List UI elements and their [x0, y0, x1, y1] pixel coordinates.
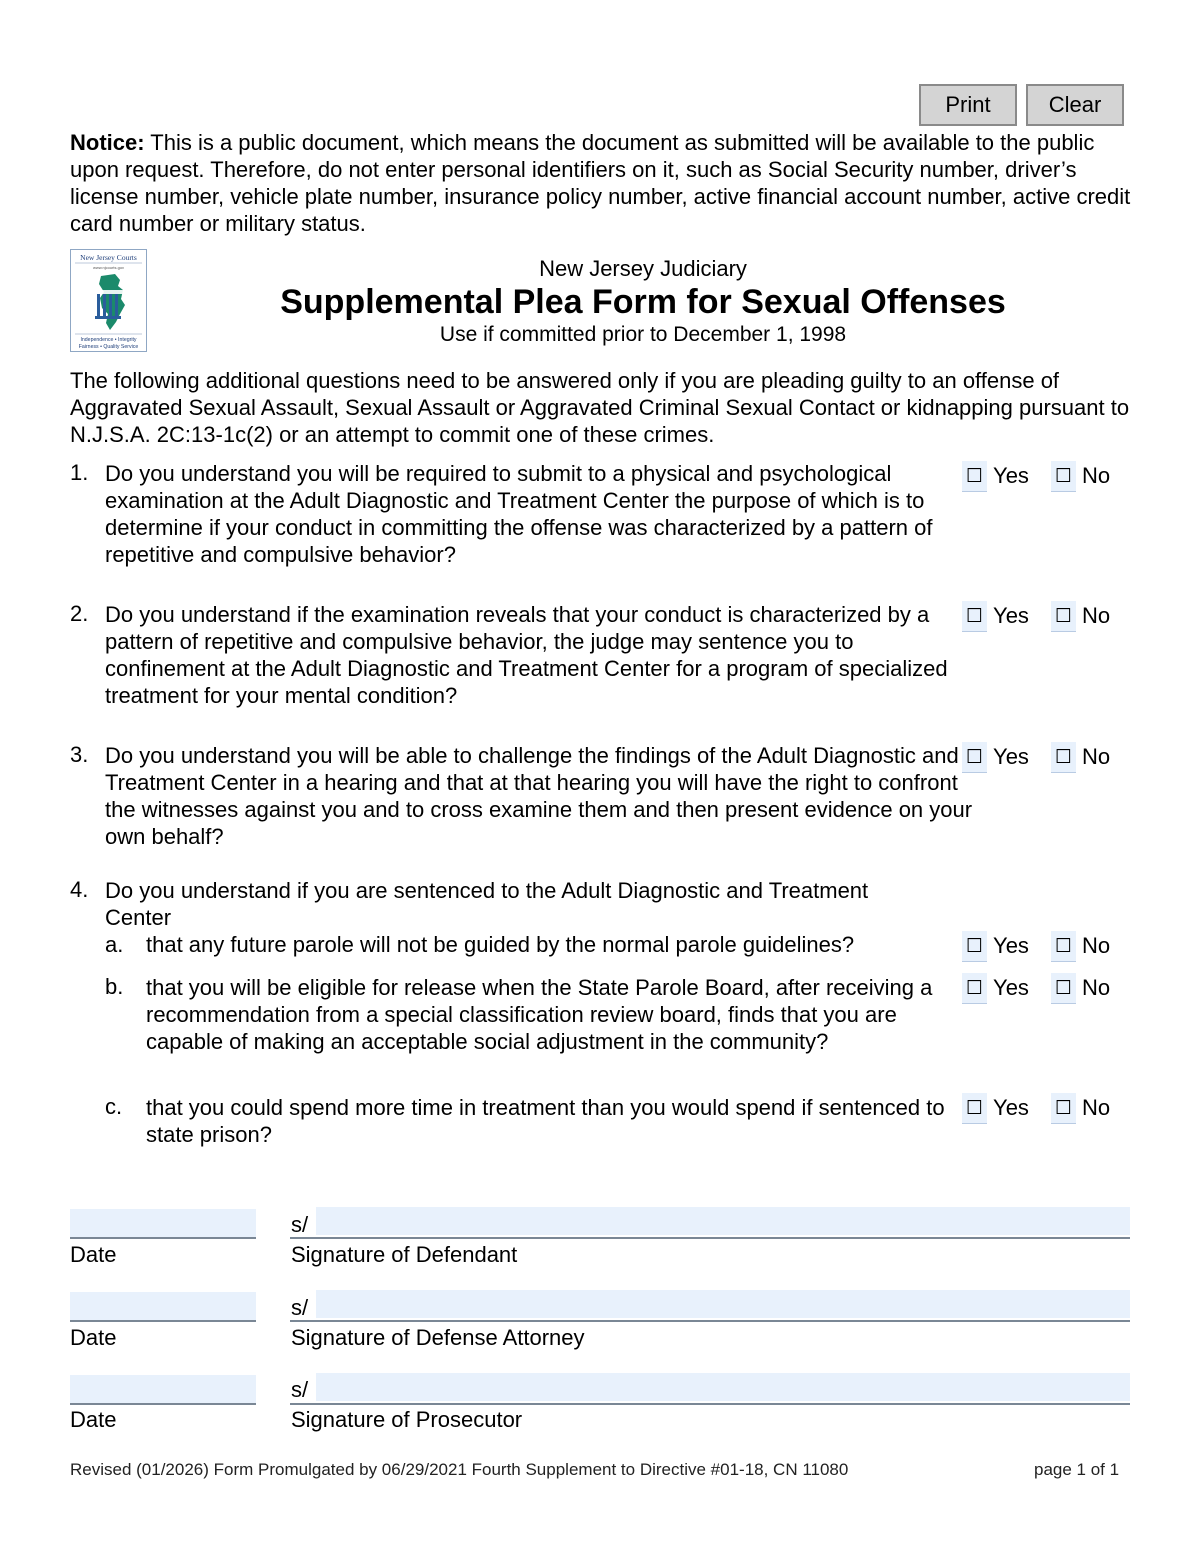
yes-label: Yes	[993, 463, 1029, 488]
defendant-signature-field[interactable]	[316, 1207, 1130, 1235]
question-number: 4.	[70, 877, 89, 902]
signature-line	[290, 1320, 1130, 1322]
no-label: No	[1082, 975, 1111, 1000]
question-4b-text: that you will be eligible for release when the State Parole Board, after receiving a recommendation from a special classification review board, finds that you are capable of making an acceptable social adjustment in the community?	[146, 975, 933, 1054]
yes-label: Yes	[993, 1095, 1029, 1120]
logo-line3: Independence • Integrity	[80, 337, 137, 343]
question-1-answer	[962, 461, 1132, 491]
question-4-text: Do you understand if you are sentenced to the Adult Diagnostic and Treatment Center	[105, 878, 869, 930]
clear-button[interactable]: Clear	[1026, 84, 1124, 126]
signature-prefix: s/	[291, 1377, 309, 1402]
notice-label: Notice:	[70, 130, 145, 155]
revision-footer: Revised (01/2026) Form Promulgated by 06/29/2021 Fourth Supplement to Directive #01-18, CN 11080	[70, 1460, 849, 1479]
checkbox-icon: ☐	[1051, 461, 1076, 492]
logo-line2: www.njcourts.gov	[92, 265, 125, 270]
question-2-yes-checkbox[interactable]	[962, 601, 1029, 631]
question-number: 1.	[70, 460, 89, 485]
question-4b-yes-checkbox[interactable]	[962, 973, 1029, 1003]
prosecutor-signature-label: Signature of Prosecutor	[291, 1407, 523, 1432]
checkbox-icon: ☐	[1051, 973, 1076, 1004]
question-4a-answer	[962, 931, 1132, 961]
date-label: Date	[70, 1242, 117, 1267]
checkbox-icon: ☐	[1051, 1093, 1076, 1124]
defendant-date-field[interactable]	[70, 1209, 256, 1239]
attorney-signature-field[interactable]	[316, 1290, 1130, 1318]
question-1-yes-checkbox[interactable]	[962, 461, 1029, 491]
checkbox-icon: ☐	[1051, 742, 1076, 773]
checkbox-icon: ☐	[962, 601, 987, 632]
question-4a-text: that any future parole will not be guided by the normal parole guidelines?	[146, 932, 855, 957]
page-title: Supplemental Plea Form for Sexual Offenses	[280, 283, 1006, 321]
no-label: No	[1082, 463, 1111, 488]
question-4a-no-checkbox[interactable]	[1051, 931, 1110, 961]
yes-label: Yes	[993, 975, 1029, 1000]
question-2-answer	[962, 601, 1132, 631]
date-label: Date	[70, 1407, 117, 1432]
subquestion-letter: a.	[105, 932, 124, 957]
notice-text: This is a public document, which means the document as submitted will be available to the public upon request. Therefore, do not enter personal identifiers on it, such as Social Security number, driver’s license number, vehicle plate number, insurance policy number, active financial account number, active credit card number or military status.	[70, 130, 1131, 236]
question-4a-yes-checkbox[interactable]	[962, 931, 1029, 961]
date-label: Date	[70, 1325, 117, 1350]
subquestion-letter: c.	[105, 1094, 123, 1119]
question-2-no-checkbox[interactable]	[1051, 601, 1110, 631]
agency-name: New Jersey Judiciary	[539, 256, 747, 281]
prosecutor-signature-field[interactable]	[316, 1373, 1130, 1401]
question-1-text: Do you understand you will be required to submit to a physical and psychological examination at the Adult Diagnostic and Treatment Center the purpose of which is to determine if your conduct in committing the offense was characterized by a pattern of repetitive and compulsive behavior?	[105, 461, 933, 567]
defendant-signature-label: Signature of Defendant	[291, 1242, 518, 1267]
attorney-signature-label: Signature of Defense Attorney	[291, 1325, 585, 1350]
question-3-answer	[962, 742, 1132, 772]
checkbox-icon: ☐	[962, 742, 987, 773]
question-3-yes-checkbox[interactable]	[962, 742, 1029, 772]
checkbox-icon: ☐	[962, 931, 987, 962]
yes-label: Yes	[993, 603, 1029, 628]
question-number: 3.	[70, 742, 89, 767]
no-label: No	[1082, 744, 1111, 769]
question-4c-text: that you could spend more time in treatment than you would spend if sentenced to state prison?	[146, 1095, 945, 1147]
question-3-no-checkbox[interactable]	[1051, 742, 1110, 772]
question-4b-answer	[962, 973, 1132, 1003]
question-4c-answer	[962, 1093, 1132, 1123]
checkbox-icon: ☐	[962, 461, 987, 492]
checkbox-icon: ☐	[1051, 931, 1076, 962]
yes-label: Yes	[993, 744, 1029, 769]
logo-line4: Fairness • Quality Service	[78, 344, 139, 350]
intro-paragraph: The following additional questions need to be answered only if you are pleading guilty to an offense of Aggravated Sexual Assault, Sexual Assault or Aggravated Criminal Sexual Contact or kidnapping pursuant to N.J.S.A. 2C:13-1c(2) or an attempt to commit one of these crimes.	[70, 368, 1130, 447]
signature-line	[290, 1403, 1130, 1405]
question-number: 2.	[70, 601, 89, 626]
no-label: No	[1082, 1095, 1111, 1120]
no-label: No	[1082, 933, 1111, 958]
no-label: No	[1082, 603, 1111, 628]
yes-label: Yes	[993, 933, 1029, 958]
signature-prefix: s/	[291, 1295, 309, 1320]
checkbox-icon: ☐	[1051, 601, 1076, 632]
logo-line1: New Jersey Courts	[80, 253, 137, 262]
question-4b-no-checkbox[interactable]	[1051, 973, 1110, 1003]
prosecutor-date-field[interactable]	[70, 1375, 256, 1405]
page-subtitle: Use if committed prior to December 1, 1998	[439, 323, 847, 346]
subquestion-letter: b.	[105, 974, 124, 999]
public-document-notice	[70, 129, 1140, 237]
checkbox-icon: ☐	[962, 973, 987, 1004]
question-4c-yes-checkbox[interactable]	[962, 1093, 1029, 1123]
question-4c-no-checkbox[interactable]	[1051, 1093, 1110, 1123]
attorney-date-field[interactable]	[70, 1292, 256, 1322]
page-number: page 1 of 1	[1034, 1460, 1120, 1479]
print-button[interactable]: Print	[919, 84, 1017, 126]
question-2-text: Do you understand if the examination reveals that your conduct is characterized by a pattern of repetitive and compulsive behavior, the judge may sentence you to confinement at the Adult Diagnostic and Treatment Center for a program of specialized treatment for your mental condition?	[105, 602, 948, 708]
signature-prefix: s/	[291, 1212, 309, 1237]
question-3-text: Do you understand you will be able to challenge the findings of the Adult Diagnostic and Treatment Center in a hearing and that at that hearing you will have the right to confront the witnesses against you and to cross examine them and then present evidence on your own behalf?	[105, 743, 973, 849]
checkbox-icon: ☐	[962, 1093, 987, 1124]
signature-line	[290, 1237, 1130, 1239]
question-1-no-checkbox[interactable]	[1051, 461, 1110, 491]
